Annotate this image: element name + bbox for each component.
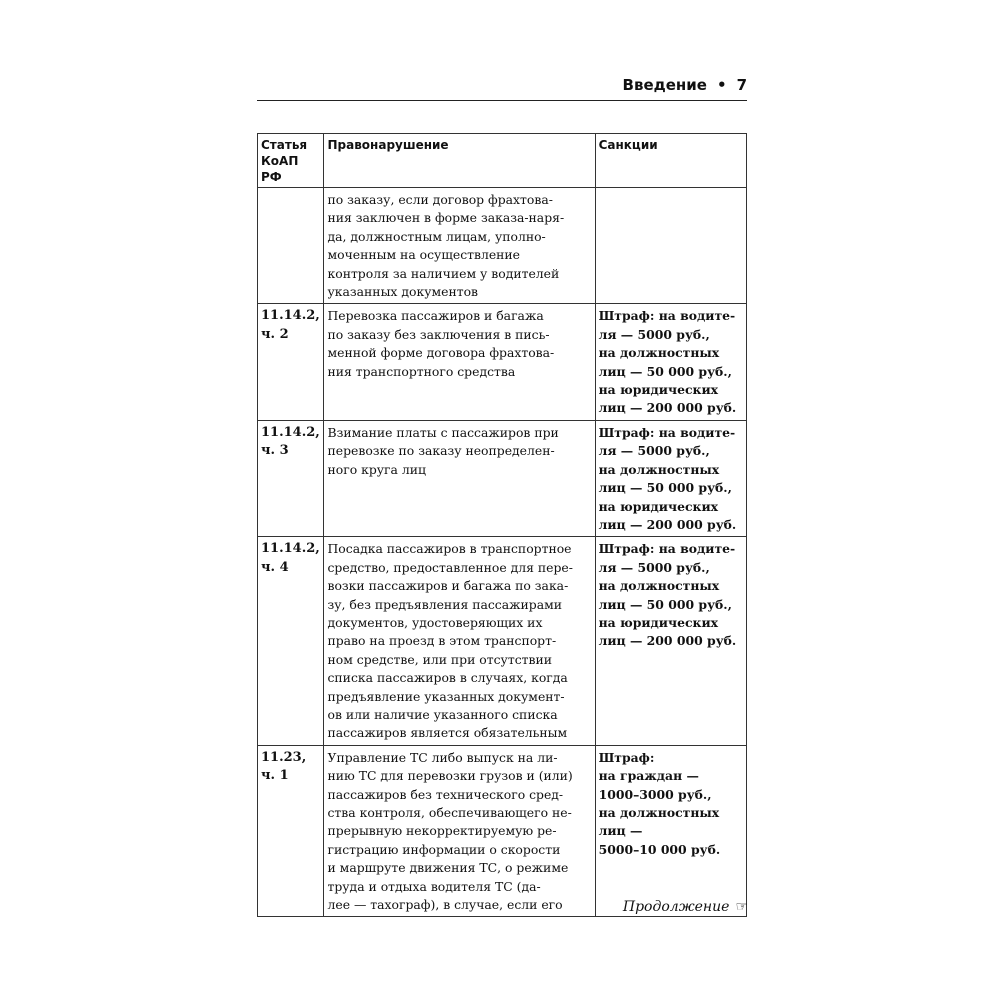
table-row xyxy=(258,304,747,420)
offense-text: Посадка пассажиров в транспортное средство, предоставленное для пере- возки пассажиров и багажа по зака- зу, без предъявления пассажирами документов, удостоверяющих их право на проезд в этом транспорт- ном средстве, или при отсутствии списка пассажиров в случаях, когда предъявление указанных документ- ов или наличие указанного списка пассажиров является обязательным xyxy=(327,541,573,741)
sanction-cell xyxy=(595,304,746,420)
table-row xyxy=(258,537,747,745)
sanction-cell xyxy=(595,745,746,917)
article-cell xyxy=(258,188,324,304)
sanction-text: Штраф: на водите- ля — 5000 руб., на должностных лиц — 50 000 руб., на юридических лиц — 200 000 руб. xyxy=(598,541,737,649)
table-header-row xyxy=(258,134,747,188)
header-text xyxy=(623,76,747,94)
offense-cell xyxy=(324,745,595,917)
sanction-cell xyxy=(595,537,746,745)
offense-text: Взимание платы с пассажиров при перевозке по заказу неопределен- ного круга лиц xyxy=(327,424,559,477)
sanction-text: Штраф: на водите- ля — 5000 руб., на должностных лиц — 50 000 руб., на юридических лиц — 200 000 руб. xyxy=(598,308,737,416)
table-row xyxy=(258,420,747,536)
offense-cell xyxy=(324,304,595,420)
table-row xyxy=(258,188,747,304)
article-cell xyxy=(258,745,324,917)
article-cell xyxy=(258,420,324,536)
column-header-sanctions: Санкции xyxy=(595,134,746,188)
offense-cell xyxy=(324,420,595,536)
offense-text: Управление ТС либо выпуск на ли- нию ТС для перевозки грузов и (или) пассажиров без технического сред- ства контроля, обеспечивающего не- прерывную некорректируемую ре- гистрацию информации о скорости и маршруте движения ТС, о режиме труда и отдыха водителя ТС (да- лее — тахограф), в случае, если его xyxy=(327,749,573,913)
article-cell xyxy=(258,537,324,745)
section-title: Введение xyxy=(622,76,707,94)
article-cell xyxy=(258,304,324,420)
article-text: 11.14.2, ч. 2 xyxy=(261,308,320,342)
sanction-cell xyxy=(595,420,746,536)
continuation-note xyxy=(623,899,748,915)
penalties-table xyxy=(257,133,747,917)
article-text: 11.14.2, ч. 3 xyxy=(261,424,320,459)
header-separator: • xyxy=(716,76,727,94)
table-row xyxy=(258,745,747,917)
pointing-hand-icon: ☞ xyxy=(735,899,748,915)
offense-cell xyxy=(324,537,595,745)
sanction-text: Штраф: на граждан — 1000–3000 руб., на должностных лиц — 5000–10 000 руб. xyxy=(598,749,721,857)
offense-cell xyxy=(324,188,595,304)
column-header-article: Статья КоАП РФ xyxy=(258,134,324,188)
continuation-text: Продолжение xyxy=(622,899,730,915)
sanction-text: Штраф: на водите- ля — 5000 руб., на должностных лиц — 50 000 руб., на юридических лиц — 200 000 руб. xyxy=(598,424,737,532)
page-number: 7 xyxy=(736,76,747,94)
article-text: 11.14.2, ч. 4 xyxy=(261,541,320,575)
running-header xyxy=(257,72,747,101)
article-text: 11.23, ч. 1 xyxy=(261,749,307,784)
sanction-cell xyxy=(595,188,746,304)
offense-text: Перевозка пассажиров и багажа по заказу без заключения в пись- менной форме договора фрахтова- ния транспортного средства xyxy=(327,308,555,379)
offense-text: по заказу, если договор фрахтова- ния заключен в форме заказа-наря- да, должностным лицам, уполно- моченным на осуществление контроля за наличием у водителей указанных документов xyxy=(327,192,565,300)
column-header-offense: Правонарушение xyxy=(324,134,595,188)
